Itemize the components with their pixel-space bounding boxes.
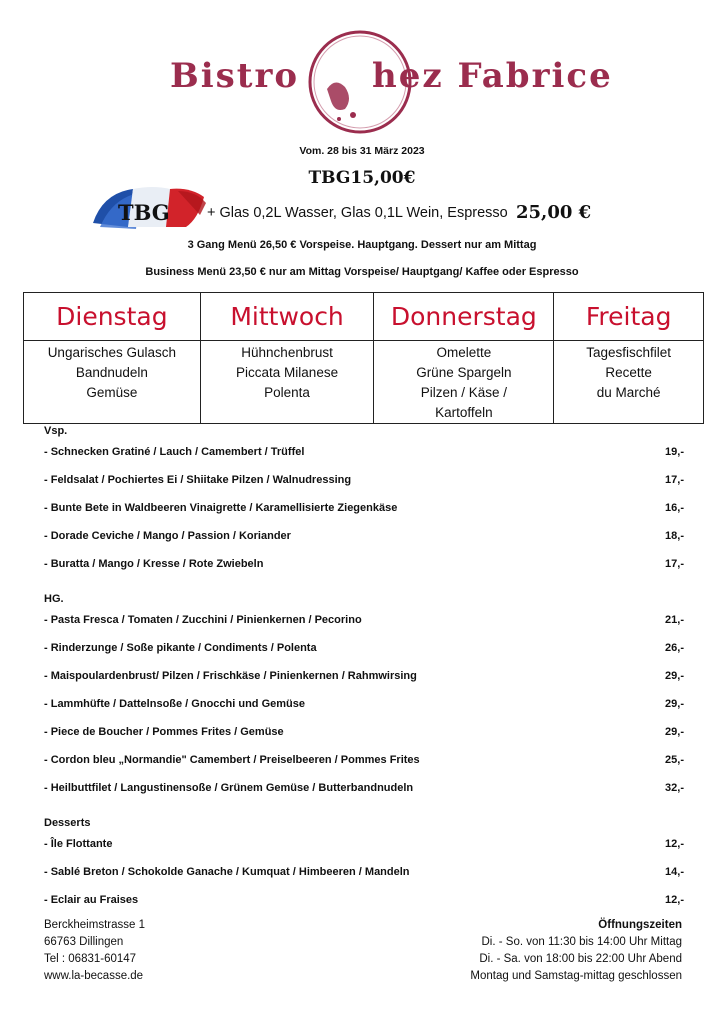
list-item: - Île Flottante 12,- [44, 838, 684, 850]
section-title-desserts: Desserts [44, 817, 91, 829]
address-block [44, 917, 145, 985]
address-website: www.la-becasse.de [44, 970, 144, 982]
opening-hours-line: Montag und Samstag-mittag geschlossen [470, 970, 682, 982]
day-tuesday: Dienstag [24, 293, 201, 341]
opening-hours-title: Öffnungszeiten [598, 919, 682, 931]
day-thursday: Donnerstag [374, 293, 554, 341]
dish-wednesday: Hühnchenbrust Piccata Milanese Polenta [200, 341, 374, 424]
list-item: - Piece de Boucher / Pommes Frites / Gemüse 29,- [44, 726, 684, 738]
list-item: - Maispoulardenbrust/ Pilzen / Frischkäse / Pinienkernen / Rahmwirsing 29,- [44, 670, 684, 682]
opening-hours-block [470, 917, 682, 985]
logo-text-right: hez Fabrice [372, 56, 613, 96]
dish-friday: Tagesfischfilet Recette du Marché [554, 341, 704, 424]
dish-tuesday: Ungarisches Gulasch Bandnudeln Gemüse [24, 341, 201, 424]
opening-hours-line: Di. - Sa. von 18:00 bis 22:00 Uhr Abend [479, 953, 682, 965]
day-friday: Freitag [554, 293, 704, 341]
list-item: - Cordon bleu „Normandie" Camembert / Preiselbeeren / Pommes Frites 25,- [44, 754, 684, 766]
list-item: - Eclair au Fraises 12,- [44, 894, 684, 906]
section-title-vsp: Vsp. [44, 425, 68, 437]
tbg-label: TBG [118, 200, 170, 225]
business-menu-note: Business Menü 23,50 € nur am Mittag Vorspeise/ Hauptgang/ Kaffee oder Espresso [145, 266, 579, 278]
tbg-price: TBG15,00€ [308, 168, 416, 188]
opening-hours-line: Di. - So. von 11:30 bis 14:00 Uhr Mittag [481, 936, 682, 948]
list-item: - Dorade Ceviche / Mango / Passion / Koriander 18,- [44, 530, 684, 542]
list-item: - Buratta / Mango / Kresse / Rote Zwiebeln 17,- [44, 558, 684, 570]
list-item: - Sablé Breton / Schokolde Ganache / Kumquat / Himbeeren / Mandeln 14,- [44, 866, 684, 878]
tbg-offer-price: 25,00 € [516, 202, 592, 223]
address-phone: Tel : 06831-60147 [44, 953, 137, 965]
list-item: - Heilbuttfilet / Langustinensoße / Grünem Gemüse / Butterbandnudeln 32,- [44, 782, 684, 794]
list-item: - Bunte Bete in Waldbeeren Vinaigrette / Karamellisierte Ziegenkäse 16,- [44, 502, 684, 514]
menu-date: Vom. 28 bis 31 März 2023 [299, 145, 425, 157]
list-item: - Rinderzunge / Soße pikante / Condiments / Polenta 26,- [44, 642, 684, 654]
list-item: - Pasta Fresca / Tomaten / Zucchini / Pinienkernen / Pecorino 21,- [44, 614, 684, 626]
section-title-hg: HG. [44, 593, 64, 605]
list-item: - Lammhüfte / Dattelnsoße / Gnocchi und Gemüse 29,- [44, 698, 684, 710]
menu-items [44, 424, 684, 918]
list-item: - Feldsalat / Pochiertes Ei / Shiitake Pilzen / Walnudressing 17,- [44, 474, 684, 486]
list-item: - Schnecken Gratiné / Lauch / Camembert / Trüffel 19,- [44, 446, 684, 458]
address-city: 66763 Dillingen [44, 936, 124, 948]
restaurant-logo [160, 22, 613, 140]
logo-text-left: Bistro [170, 56, 300, 96]
weekly-specials-table [23, 292, 704, 424]
day-wednesday: Mittwoch [200, 293, 374, 341]
tbg-offer-text: + Glas 0,2L Wasser, Glas 0,1L Wein, Espresso [207, 205, 508, 221]
dish-thursday: Omelette Grüne Spargeln Pilzen / Käse / Kartoffeln [374, 341, 554, 424]
address-street: Berckheimstrasse 1 [44, 919, 145, 931]
three-course-menu-note: 3 Gang Menü 26,50 € Vorspeise. Hauptgang. Dessert nur am Mittag [187, 239, 537, 251]
